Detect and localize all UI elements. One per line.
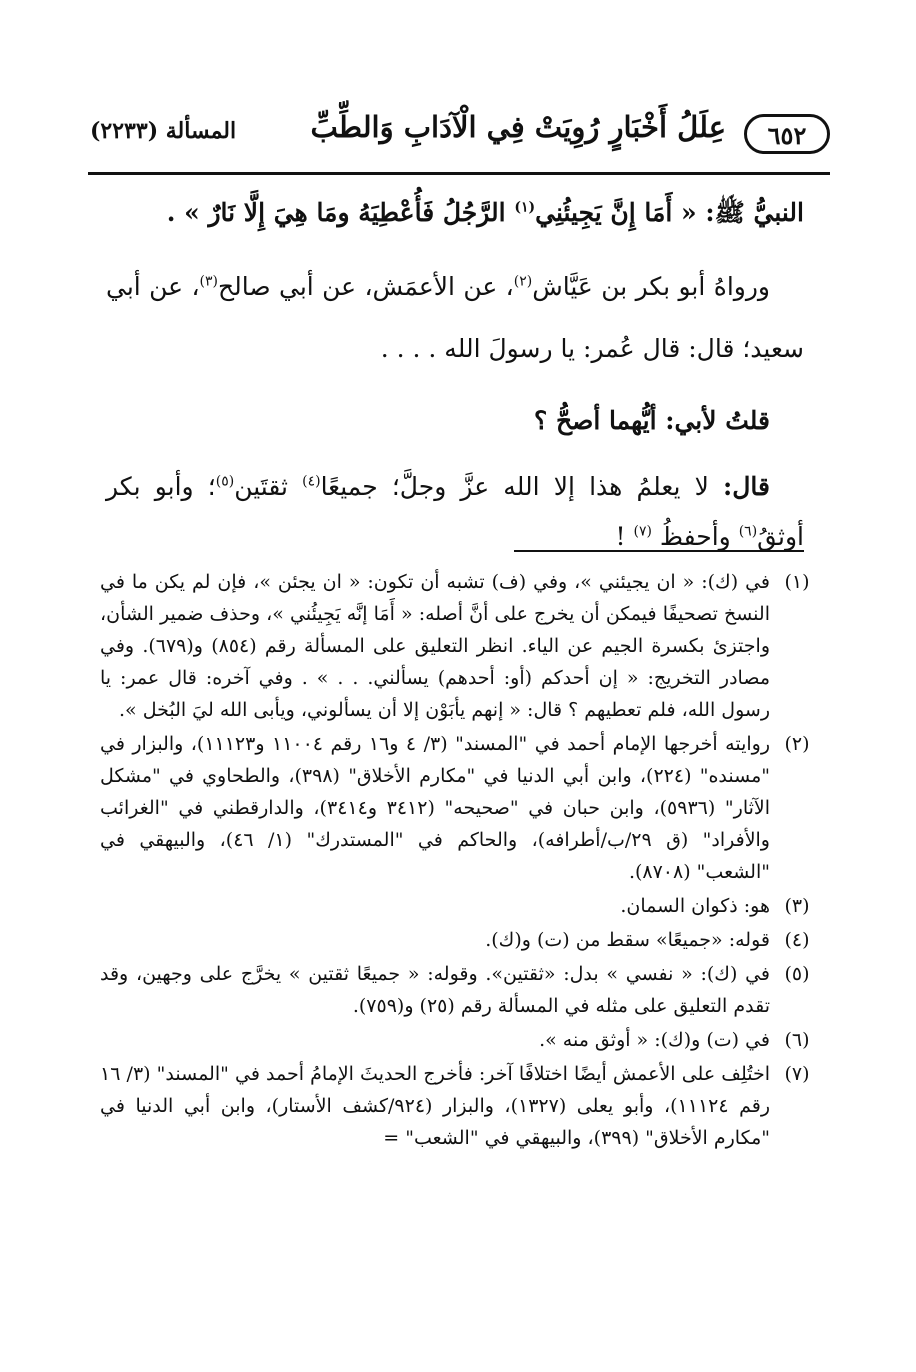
footnote-ref: (٢) [513, 273, 533, 290]
footnote-divider [514, 550, 804, 552]
footnote-text: في (ك): « نفسي » بدل: «ثقتين». وقوله: « جميعًا ثقتين » يخرَّج على وجهين، وقد تقدم التعليق على مثله في المسألة رقم (٢٥) و(٧٥٩). [100, 963, 770, 1017]
footnote-item [100, 728, 808, 888]
answer-text: ! [615, 522, 634, 551]
main-text [106, 190, 804, 562]
footnote-text: في (ك): « ان يجيئني »، وفي (ف) تشبه أن تكون: « ان يجئن »، فإن لم يكن ما في النسخ تصحيفًا فيمكن أن يخرج على أنَّ أصله: « أَمَا إنَّه يَجِيئُني »، وحذف ضمير الشأن، واجتزئ بكسرة الجيم عن الياء. انظر التعليق على المسألة رقم (٨٥٤) و(٦٧٩). وفي مصادر التخريج: « إن أحدكم (أو: أحدهم) يسألني. . . » . وفي آخره: قال عمر: يا رسول الله، فلم تعطيهم ؟ قال: « إنهم يأبَوْن إلا أن يسألوني، ويأبى الله ليَ البُخل ». [100, 571, 770, 721]
header-divider [88, 172, 830, 175]
narration-text: ، عن أبي سعيد؛ قال: قال عُمر: يا رسولَ الله . . . . [106, 272, 804, 363]
narration-text: ورواهُ أبو بكر بن عَيَّاش [532, 272, 770, 301]
footnote-ref: (٣) [199, 273, 218, 290]
footnote-item [100, 1058, 808, 1154]
narration-text: ، عن الأعمَش، عن أبي صالح [218, 272, 514, 301]
footnote-item [100, 924, 808, 956]
footnote-number: (٦) [784, 1029, 810, 1051]
footnote-ref: (١) [514, 199, 536, 216]
footnote-item [100, 566, 808, 726]
answer-text: لا يعلمُ هذا إلا الله عزَّ وجلَّ؛ جميعًا [320, 472, 724, 501]
footnote-text: في (ت) و(ك): « أوثق منه ». [539, 1029, 770, 1051]
footnote-text: قوله: «جميعًا» سقط من (ت) و(ك). [485, 929, 770, 951]
footnote-number: (٣) [784, 895, 810, 917]
narration-paragraph [106, 256, 804, 380]
answer-text: ؛ وأبو بكر أوثقُ [106, 472, 804, 551]
hadith-text: النبيُّ ﷺ: « أَمَا إِنَّ يَجِيئُنِي [535, 198, 804, 227]
footnote-ref: (٥) [215, 473, 235, 490]
question-text: أيُّهما أصحُّ ؟ [534, 406, 666, 435]
footnote-number: (١) [784, 571, 810, 593]
footnote-ref: (٦) [738, 523, 758, 540]
question-line [106, 396, 804, 446]
page-number: ٦٥٢ [744, 114, 830, 154]
footnote-item [100, 1024, 808, 1056]
page-header [90, 100, 830, 170]
footnote-text: روايته أخرجها الإمام أحمد في "المسند" (٣/ ٤ و١٦ رقم ١١٠٠٤ و١١١٢٣)، والبزار في "مسنده" (٢٢٤)، وابن أبي الدنيا في "مكارم الأخلاق" (٣٩٨)، والطحاوي في "مشكل الآثار" (٥٩٣٦)، وابن حبان في "صحيحه" (٣٤١٢ و٣٤١٤)، والدارقطني في "الغرائب والأفراد" (ق ٢٩/ب/أطرافه)، والحاكم في "المستدرك" (١/ ٤٦)، والبيهقي في "الشعب" (٨٧٠٨). [100, 733, 771, 883]
footnote-ref: (٧) [633, 523, 652, 540]
book-title: عِلَلُ أَخْبَارٍ رُوِيَتْ فِي الْآدَابِ وَالطِّبِّ [310, 110, 726, 144]
footnote-text: اختُلِف على الأعمش أيضًا اختلافًا آخر: فأخرج الحديثَ الإمامُ أحمد في "المسند" (٣/ ١٦ رقم ١١١٢٤)، وأبو يعلى (١٣٢٧)، والبزار (٩٢٤/كشف الأستار)، وابن أبي الدنيا في "مكارم الأخلاق" (٣٩٩)، والبيهقي في "الشعب" = [100, 1063, 771, 1149]
answer-label: قال: [723, 472, 770, 501]
footnote-item [100, 958, 808, 1022]
hadith-line [106, 190, 804, 236]
footnote-item [100, 890, 808, 922]
question-label: قلتُ لأبي: [665, 406, 770, 435]
answer-text: وأحفظُ [651, 522, 739, 551]
hadith-text-end: الرَّجُلُ فَأُعْطِيَهُ ومَا هِيَ إِلَّا نَارٌ » . [166, 198, 515, 227]
footnote-ref: (٤) [302, 473, 321, 490]
answer-paragraph [106, 462, 804, 562]
footnote-number: (٧) [784, 1063, 810, 1085]
footnote-number: (٥) [784, 963, 810, 985]
issue-label: المسألة (٢٢٣٣) [90, 118, 237, 144]
footnote-number: (٤) [784, 929, 810, 951]
answer-text: ثقتَين [234, 472, 303, 501]
footnotes [100, 566, 808, 1156]
footnote-text: هو: ذكوان السمان. [620, 895, 770, 917]
footnote-number: (٢) [784, 733, 810, 755]
